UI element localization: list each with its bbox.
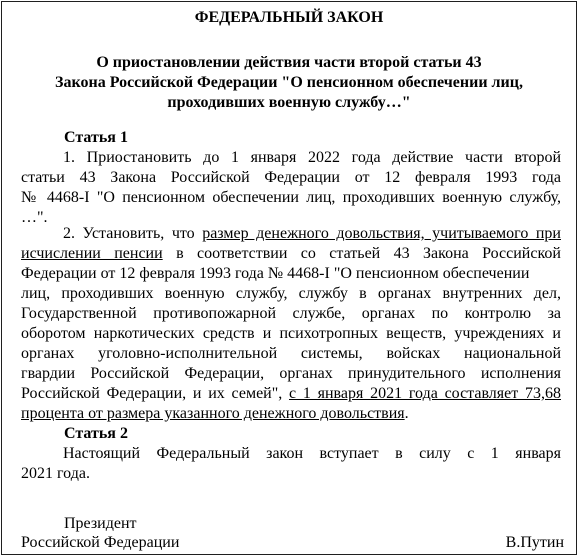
paragraph-line — [21, 404, 561, 424]
underlined-text: исчислении пенсии — [21, 245, 163, 262]
text-fragment: Российской Федерации, и их семей", — [21, 385, 290, 402]
signature-name: В.Путин — [505, 534, 564, 551]
document-title — [2, 53, 576, 113]
paragraph-line: Настоящий Федеральный закон вступает в силу с 1 января — [63, 445, 561, 462]
document-title-line: проходивших военную службу…" — [167, 94, 411, 111]
paragraph-line: 2021 года. — [21, 465, 90, 482]
underlined-text: процента от размера указанного денежного довольствия — [21, 405, 405, 422]
text-fragment: . — [404, 405, 409, 422]
article-1-paragraph-2 — [21, 224, 561, 424]
paragraph-line — [21, 244, 561, 264]
paragraph-line: …". — [21, 209, 48, 226]
paragraph-line: гвардии Российской Федерации, органах принудительного исполнения — [21, 365, 561, 382]
article-2-paragraph — [21, 444, 561, 484]
signature-title: Президент — [64, 515, 137, 532]
underlined-text: размер денежного довольствия, учитываемого при — [202, 225, 561, 242]
document-page — [1, 1, 577, 555]
paragraph-line: статьи 43 Закона Российской Федерации от 12 февраля 1993 года — [21, 169, 561, 186]
paragraph-line: лиц, проходивших военную службу, службу в органах внутренних дел, — [21, 285, 561, 302]
paragraph-line: Федерации от 12 февраля 1993 года № 4468-I "О пенсионном обеспечении — [21, 265, 530, 282]
underlined-text: с 1 января 2021 года составляет 73,68 — [289, 385, 561, 402]
text-fragment: 2. Установить, что — [63, 225, 203, 242]
document-type: ФЕДЕРАЛЬНЫЙ ЗАКОН — [194, 9, 384, 26]
article-2-heading: Статья 2 — [64, 425, 128, 442]
text-fragment: в соответствии со статьей 43 Закона Российской — [162, 245, 561, 262]
paragraph-line: оборотом наркотических средств и психотропных веществ, учреждениях и — [21, 325, 561, 342]
paragraph-line — [21, 224, 561, 244]
paragraph-line: № 4468-I "О пенсионном обеспечении лиц, проходивших военную службу, — [21, 189, 561, 206]
article-1-heading: Статья 1 — [64, 129, 128, 146]
signature-organization: Российской Федерации — [21, 534, 180, 551]
article-1-paragraph-1 — [21, 148, 561, 228]
document-title-line: О приостановлении действия части второй статьи 43 — [96, 54, 482, 71]
paragraph-line: органах уголовно-исполнительной системы, войсках национальной — [21, 345, 561, 362]
paragraph-line — [21, 384, 561, 404]
paragraph-line: Государственной противопожарной службе, органах по контролю за — [21, 305, 561, 322]
document-title-line: Закона Российской Федерации "О пенсионном обеспечении лиц, — [55, 74, 523, 91]
paragraph-line: 1. Приостановить до 1 января 2022 года действие части второй — [63, 149, 561, 166]
